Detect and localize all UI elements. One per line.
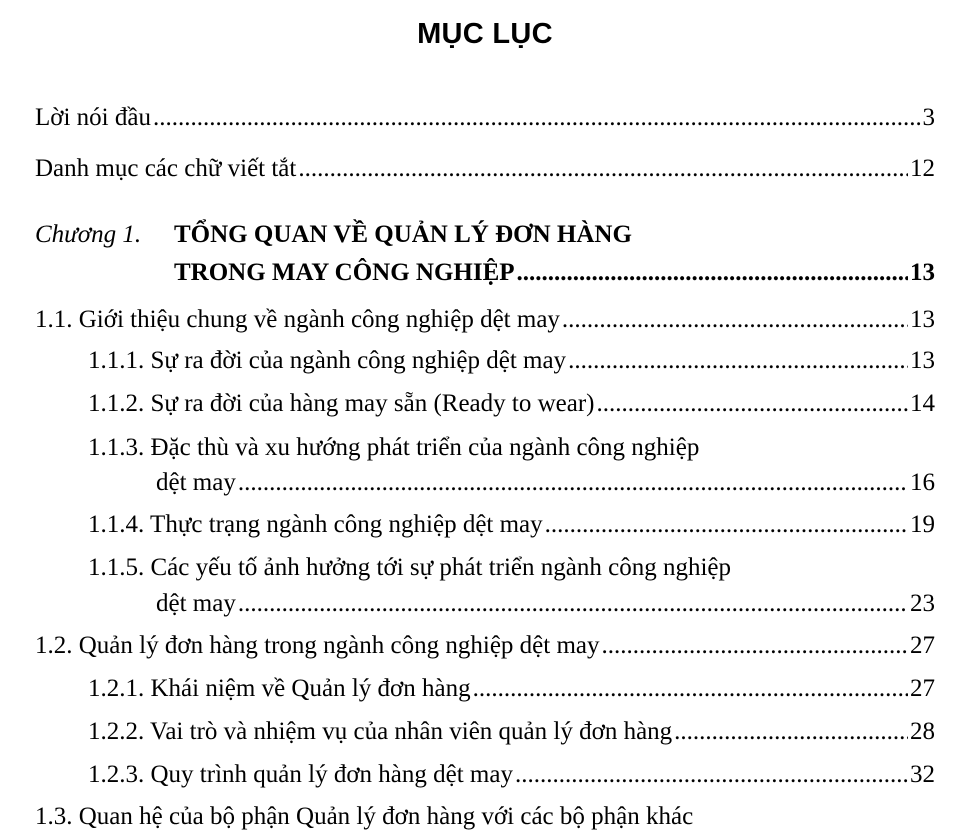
toc-leader-dots xyxy=(298,155,908,183)
toc-entry xyxy=(156,469,935,497)
toc-leader-dots xyxy=(568,347,908,375)
toc-entry-label: 1.1.4. Thực trạng ngành công nghiệp dệt may xyxy=(88,511,543,538)
chapter-heading-line1 xyxy=(35,221,141,249)
toc-leader-dots xyxy=(545,511,908,539)
toc-leader-dots xyxy=(602,632,908,660)
toc-page-number: 27 xyxy=(910,632,935,659)
toc-entry-label: 1.1. Giới thiệu chung về ngành công nghiệp dệt may xyxy=(35,306,560,333)
toc-page-number: 3 xyxy=(922,104,935,131)
toc-entry xyxy=(35,632,935,660)
toc-page-number: 12 xyxy=(910,155,935,182)
toc-page-number: 13 xyxy=(910,347,935,374)
chapter-title-line2: TRONG MAY CÔNG NGHIỆP xyxy=(174,259,515,286)
toc-page-number: 13 xyxy=(910,306,935,333)
toc-entry-label: Lời nói đầu xyxy=(35,104,151,131)
toc-page-number: 32 xyxy=(910,761,935,788)
toc-page-number: 19 xyxy=(910,511,935,538)
toc-entry-label: 1.3. Quan hệ của bộ phận Quản lý đơn hàng với các bộ phận khác xyxy=(35,803,694,830)
toc-leader-dots xyxy=(674,718,908,746)
toc-page-number: 16 xyxy=(910,469,935,496)
toc-leader-dots xyxy=(596,390,908,418)
toc-leader-dots xyxy=(515,761,908,789)
chapter-title-line1: TỔNG QUAN VỀ QUẢN LÝ ĐƠN HÀNG xyxy=(174,221,632,248)
toc-leader-dots xyxy=(153,104,921,132)
toc-entry xyxy=(88,718,935,746)
toc-page-number: 14 xyxy=(910,390,935,417)
toc-entry-label: 1.2.2. Vai trò và nhiệm vụ của nhân viên quản lý đơn hàng xyxy=(88,718,673,745)
toc-entry-label: 1.2.1. Khái niệm về Quản lý đơn hàng xyxy=(88,675,471,702)
toc-entry xyxy=(88,675,935,703)
toc-entry xyxy=(35,306,935,334)
toc-entry-label-line2: dệt may xyxy=(156,590,236,617)
page-title: MỤC LỤC xyxy=(417,18,553,50)
toc-chapter-entry xyxy=(174,259,935,287)
toc-entry xyxy=(35,155,935,183)
toc-entry-label-line1: 1.1.3. Đặc thù và xu hướng phát triển của ngành công nghiệp xyxy=(88,434,700,461)
toc-leader-dots xyxy=(517,259,908,287)
toc-entry-label: 1.1.2. Sự ra đời của hàng may sẵn (Ready to wear) xyxy=(88,390,595,417)
toc-entry xyxy=(88,347,935,375)
toc-page-number: 13 xyxy=(910,259,935,286)
toc-entry-label: 1.2.3. Quy trình quản lý đơn hàng dệt may xyxy=(88,761,513,788)
toc-entry xyxy=(35,104,935,132)
toc-leader-dots xyxy=(473,675,908,703)
toc-entry-label-line2: dệt may xyxy=(156,469,236,496)
toc-entry-label: 1.1.1. Sự ra đời của ngành công nghiệp dệt may xyxy=(88,347,567,374)
toc-page-number: 28 xyxy=(910,718,935,745)
chapter-prefix: Chương 1. xyxy=(35,221,142,248)
toc-leader-dots xyxy=(238,469,908,497)
toc-entry xyxy=(88,511,935,539)
toc-entry xyxy=(88,390,935,418)
toc-entry xyxy=(156,590,935,618)
toc-page-number: 27 xyxy=(910,675,935,702)
toc-entry-label-line1: 1.1.5. Các yếu tố ảnh hưởng tới sự phát triển ngành công nghiệp xyxy=(88,554,732,581)
toc-entry-label: Danh mục các chữ viết tắt xyxy=(35,155,297,182)
toc-entry xyxy=(88,761,935,789)
toc-leader-dots xyxy=(562,306,908,334)
toc-leader-dots xyxy=(238,590,908,618)
toc-entry-label: 1.2. Quản lý đơn hàng trong ngành công nghiệp dệt may xyxy=(35,632,600,659)
toc-page-number: 23 xyxy=(910,590,935,617)
